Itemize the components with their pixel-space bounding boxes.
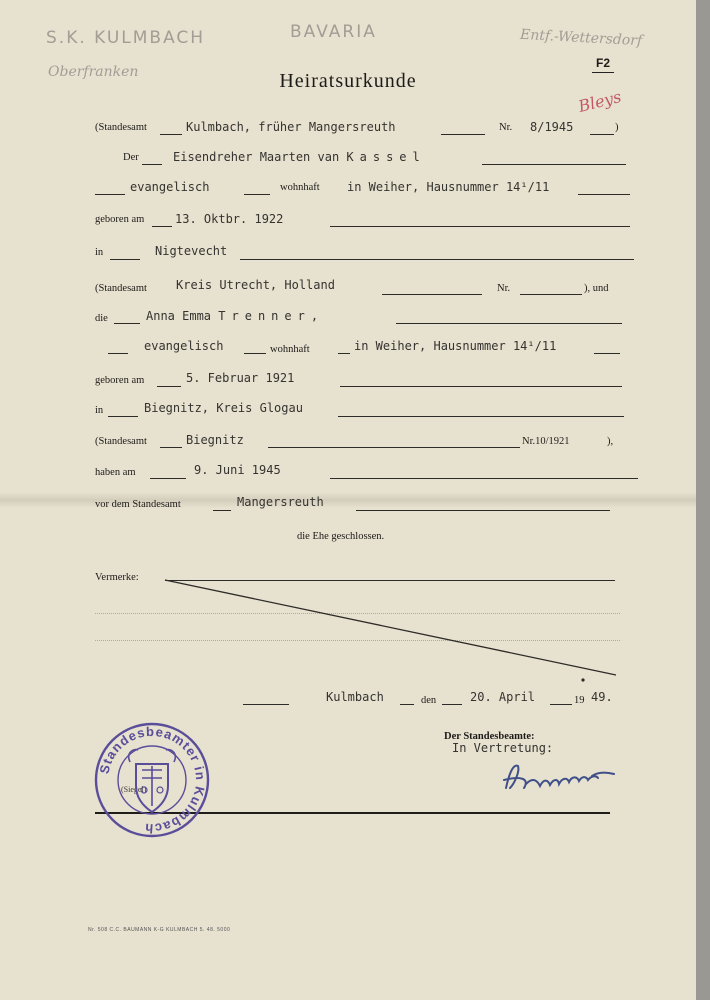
standesamt-label-1: (Standesamt (95, 122, 147, 133)
standesamt-label-2: (Standesamt (95, 283, 147, 294)
die-label: die (95, 313, 108, 324)
standesamt-value-2: Kreis Utrecht, Holland (176, 278, 335, 292)
groom-name: Eisendreher Maarten van Kassel (173, 150, 426, 164)
standesamt-value-1: Kulmbach, früher Mangersreuth (186, 120, 396, 134)
stamp-text: Standesbeamter in Kulmbach (96, 723, 209, 837)
marriage-office: Mangersreuth (237, 495, 324, 509)
official-substitute: In Vertretung: (452, 741, 554, 755)
nr-label-1: Nr. (499, 122, 513, 133)
year-suffix: 49. (591, 690, 613, 704)
in-label-2: in (95, 405, 104, 416)
bride-religion: evangelisch (144, 339, 224, 353)
wohnhaft-label-1: wohnhaft (280, 182, 320, 193)
groom-birth-place: Nigtevecht (155, 244, 228, 258)
rule (400, 704, 414, 705)
bride-birth-place: Biegnitz, Kreis Glogau (144, 401, 303, 415)
rule (243, 704, 289, 705)
official-stamp (94, 722, 210, 838)
official-title: Der Standesbeamte: (444, 731, 535, 742)
red-pencil-note: Bleys (576, 87, 624, 116)
groom-residence: in Weiher, Hausnummer 14¹/11 (347, 180, 550, 194)
nr-value-1: 8/1945 (530, 120, 574, 134)
geboren-am-label-2: geboren am (95, 375, 145, 386)
bride-residence: in Weiher, Hausnummer 14¹/11 (354, 339, 557, 353)
standesamt-label-3: (Standesamt (95, 436, 147, 447)
pencil-note-district: Oberfranken (48, 64, 139, 80)
pencil-note-archive: S.K. KULMBACH (46, 28, 206, 48)
printer-imprint: Nr. 508 C.C. BAUMANN K-G KULMBACH 5. 48. 5000 (88, 927, 231, 933)
nr-value-3: Nr.10/1921 (522, 436, 570, 447)
vermerke-label: Vermerke: (95, 572, 139, 583)
standesamt-value-3: Biegnitz (186, 433, 244, 447)
close-paren-3: ), (607, 436, 614, 447)
official-signature (500, 758, 630, 798)
haben-am-label: haben am (95, 467, 136, 478)
scan-background-edge (696, 0, 710, 1000)
bride-name: Anna Emma Trenner, (146, 309, 325, 323)
groom-religion: evangelisch (130, 180, 210, 194)
bride-surname: Trenner, (218, 309, 325, 323)
bride-birth-date: 5. Februar 1921 (186, 371, 295, 385)
close-paren-1: ) (615, 122, 619, 133)
groom-birth-date: 13. Oktbr. 1922 (175, 212, 284, 226)
in-label-1: in (95, 247, 104, 258)
marriage-date: 9. Juni 1945 (194, 463, 281, 477)
ehe-text: die Ehe geschlossen. (297, 531, 385, 542)
document-title: Heiratsurkunde (279, 70, 417, 92)
rule (550, 704, 572, 705)
pencil-note-region: BAVARIA (290, 22, 377, 42)
year-prefix: 19 (574, 695, 585, 706)
issue-place: Kulmbach (326, 690, 384, 704)
nr-label-2: Nr. (497, 283, 511, 294)
form-code: F2 (592, 56, 614, 73)
pencil-note-right: Entf.-Wettersdorf (519, 26, 643, 50)
siegel-label: (Siegel) (121, 785, 147, 794)
geboren-am-label-1: geboren am (95, 214, 145, 225)
und-label: ), und (584, 283, 609, 294)
der-label: Der (123, 152, 139, 163)
issue-day: 20. April (470, 690, 536, 704)
groom-surname: Kassel (346, 150, 426, 164)
rule (442, 704, 462, 705)
vor-dem-label: vor dem Standesamt (95, 499, 181, 510)
wohnhaft-label-2: wohnhaft (270, 344, 310, 355)
den-label: den (421, 695, 437, 706)
